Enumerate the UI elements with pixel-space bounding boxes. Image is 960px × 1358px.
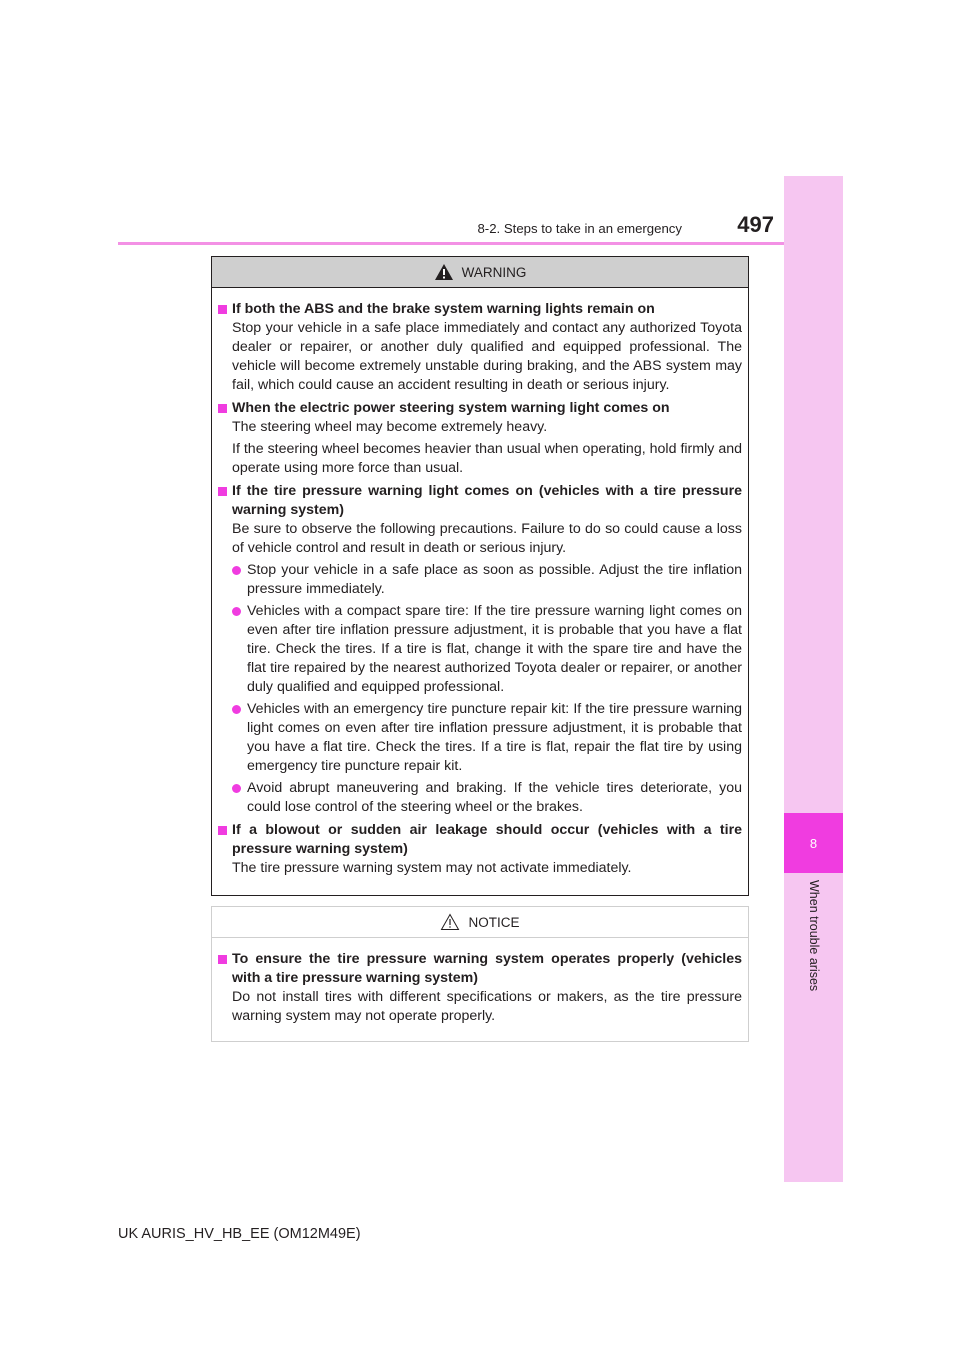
bullet-text: Avoid abrupt maneuvering and braking. If the vehicle tires deteriorate, you could lose control of the steering wheel or the brakes. [247,780,742,815]
model-code: UK AURIS_HV_HB_EE (OM12M49E) [118,1226,361,1242]
item-heading [218,300,742,319]
item-body [218,520,742,558]
side-tab [784,176,843,1182]
circle-bullet-icon [232,607,241,616]
chapter-number-tab[interactable]: 8 [784,813,843,873]
bullet-item [218,561,742,599]
item-body [218,859,742,878]
notice-box [211,906,749,1042]
bullet-item [218,602,742,697]
warning-box [211,256,749,896]
circle-bullet-icon [232,784,241,793]
caution-item [218,821,742,878]
square-bullet-icon [218,404,227,413]
item-title: If a blowout or sudden air leakage should occur (vehicles with a tire pressure warning system) [232,822,742,857]
circle-bullet-icon [232,566,241,575]
bullet-item [218,700,742,776]
square-bullet-icon [218,305,227,314]
item-body [218,988,742,1026]
page-number: 497 [737,212,774,237]
item-paragraph: If the steering wheel becomes heavier than usual when operating, hold firmly and operate using more force than usual. [232,441,742,476]
section-title: 8-2. Steps to take in an emergency [477,221,682,236]
square-bullet-icon [218,955,227,964]
item-title: If the tire pressure warning light comes on (vehicles with a tire pressure warning system) [232,483,742,518]
item-title: When the electric power steering system warning light comes on [232,400,670,416]
circle-bullet-icon [232,705,241,714]
item-body [218,319,742,395]
item-title: To ensure the tire pressure warning system operates properly (vehicles with a tire pressure warning system) [232,951,742,986]
notice-body [212,938,748,1026]
notice-title: NOTICE [468,914,520,930]
item-paragraph: The tire pressure warning system may not activate immediately. [232,860,632,876]
square-bullet-icon [218,826,227,835]
notice-header [212,907,748,938]
bullet-item [218,779,742,817]
caution-item [218,300,742,395]
bullet-text: Vehicles with an emergency tire puncture repair kit: If the tire pressure warning light comes on even after tire inflation pressure adjustment, it is probable that you have a flat tire. Check the tires. If a tire is flat, repair the flat tire by using emergency tire puncture repair kit. [247,701,742,774]
item-paragraph: Stop your vehicle in a safe place immediately and contact any authorized Toyota dealer or repairer, or another duly qualified and equipped professional. The vehicle will become extremely unstable during braking, and the ABS system may fail, which could cause an accident resulting in death or serious injury. [232,320,742,393]
item-title: If both the ABS and the brake system warning lights remain on [232,301,655,317]
item-heading [218,821,742,859]
item-heading [218,399,742,418]
header-rule [118,242,784,245]
item-heading [218,482,742,520]
bullet-text: Stop your vehicle in a safe place as soon as possible. Adjust the tire inflation pressure immediately. [247,562,742,597]
warning-triangle-icon [434,263,454,281]
item-paragraph: The steering wheel may become extremely heavy. [232,419,548,435]
item-paragraph: Do not install tires with different specifications or makers, as the tire pressure warning system may not operate properly. [232,989,742,1024]
notice-triangle-icon [440,913,460,931]
caution-item [218,950,742,1026]
chapter-label: When trouble arises [807,880,821,992]
square-bullet-icon [218,487,227,496]
warning-body [212,288,748,878]
caution-item [218,482,742,817]
item-body [218,418,742,478]
item-paragraph: Be sure to observe the following precautions. Failure to do so could cause a loss of vehicle control and result in death or serious injury. [232,521,742,556]
warning-title: WARNING [461,264,527,280]
caution-item [218,399,742,478]
bullet-text: Vehicles with a compact spare tire: If the tire pressure warning light comes on even after tire inflation pressure adjustment, it is probable that you have a flat tire. Check the tires. If a tire is flat, change it with the spare tire and have the flat tire repaired by the nearest authorized Toyota dealer or repairer, or another duly qualified and equipped professional. [247,603,742,695]
item-heading [218,950,742,988]
warning-header [212,257,748,288]
